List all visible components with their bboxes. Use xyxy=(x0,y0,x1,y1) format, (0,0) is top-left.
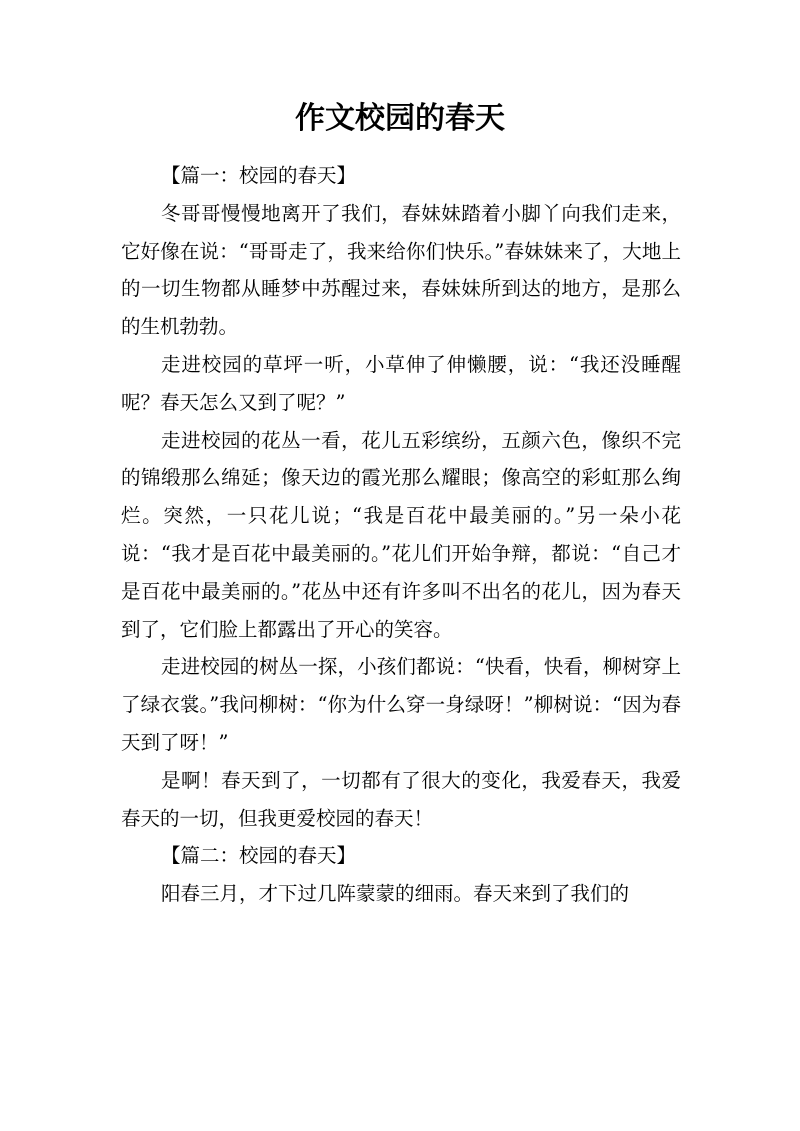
section-heading: 【篇二：校园的春天】 xyxy=(161,844,357,868)
section-heading: 【篇一：校园的春天】 xyxy=(161,164,357,187)
paragraph: 是啊！春天到了，一切都有了很大的变化，我爱春天，我爱春天的一切，但我更爱校园的春天！ xyxy=(121,768,681,830)
paragraph: 走进校园的花丛一看，花儿五彩缤纷，五颜六色，像织不完的锦缎那么绵延；像天边的霞光那么耀眼；像高空的彩虹那么绚烂。突然，一只花儿说；“我是百花中最美丽的。”另一朵小花说：“我才是百花中最美丽的。”花儿们开始争辩，都说：“自己才是百花中最美丽的。”花丛中还有许多叫不出名的花儿，因为春天到了，它们脸上都露出了开心的笑容。 xyxy=(121,428,681,641)
paragraph: 走进校园的草坪一听，小草伸了伸懒腰，说：“我还没睡醒呢？春天怎么又到了呢？” xyxy=(121,352,681,414)
document-body xyxy=(121,157,681,913)
document-title: 作文校园的春天 xyxy=(295,101,505,136)
paragraph: 阳春三月，才下过几阵蒙蒙的细雨。春天来到了我们的 xyxy=(161,882,630,906)
paragraph: 冬哥哥慢慢地离开了我们，春妹妹踏着小脚丫向我们走来，它好像在说：“哥哥走了，我来给你们快乐。”春妹妹来了，大地上的一切生物都从睡梦中苏醒过来，春妹妹所到达的地方，是那么的生机勃勃。 xyxy=(121,201,681,339)
paragraph: 走进校园的树丛一探，小孩们都说：“快看，快看，柳树穿上了绿衣裳。”我问柳树：“你为什么穿一身绿呀！”柳树说：“因为春天到了呀！” xyxy=(121,655,681,754)
